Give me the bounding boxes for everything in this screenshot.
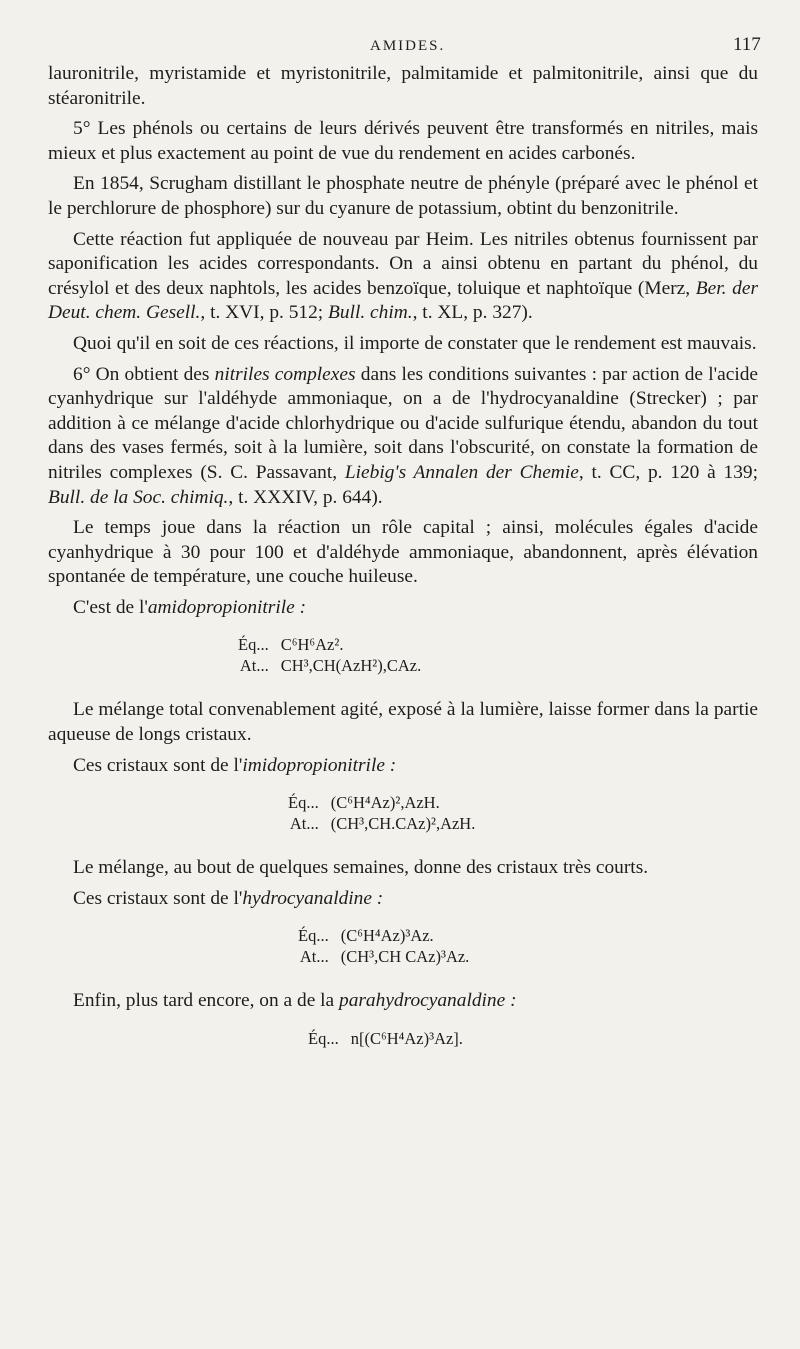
formula-label: Éq... xyxy=(298,926,329,946)
formula-atomic: (CH³,CH CAz)³Az. xyxy=(340,947,470,967)
paragraph: Quoi qu'il en soit de ces réactions, il importe de constater que le rendement est mauvais. xyxy=(73,332,757,354)
paragraph: Enfin, plus tard encore, on a de la parahydrocyanaldine : xyxy=(73,990,517,1012)
formula-label: At... xyxy=(289,814,319,834)
paragraph: Ces cristaux sont de l'imidopropionitrile : xyxy=(73,754,397,776)
paragraph: En 1854, Scrugham distillant le phosphate neutre de phényle (préparé avec le phénol et le perchlorure de phosphore) sur du cyanure de potassium, obtint du benzonitrile. xyxy=(48,173,758,219)
formula-hydrocyanaldine xyxy=(298,925,469,967)
page-header xyxy=(0,34,800,58)
paragraph: Cette réaction fut appliquée de nouveau par Heim. Les nitriles obtenus fournissent par saponification les acides correspondants. On a ainsi obtenu en partant du phénol, du crésylol et des deux naphtols, les acides benzoïque, toluique et naphtoïque (Merz, Ber. der Deut. chem. Gesell., t. XVI, p. 512; Bull. chim., t. XL, p. 327). xyxy=(48,228,758,324)
paragraph: lauronitrile, myristamide et myristonitrile, palmitamide et palmitonitrile, ainsi que du stéaronitrile. xyxy=(48,63,758,109)
paragraph: 6° On obtient des nitriles complexes dans les conditions suivantes : par action de l'acide cyanhydrique sur l'aldéhyde ammoniaque, on a de l'hydrocyanaldine (Strecker) ; par addition à ce mélange d'acide chlorhydrique ou d'acide sulfurique étendu, abandon du tout dans des vases fermés, soit à la lumière, soit dans l'obscurité, on constate la formation de nitriles complexes (S. C. Passavant, Liebig's Annalen der Chemie, t. CC, p. 120 à 139; Bull. de la Soc. chimiq., t. XXXIV, p. 644). xyxy=(48,363,759,508)
formula-label: At... xyxy=(239,656,269,676)
formula-label: At... xyxy=(299,947,329,967)
formula-parahydrocyanaldine xyxy=(308,1028,463,1049)
paragraph: Ces cristaux sont de l'hydrocyanaldine : xyxy=(73,887,384,909)
paragraph: Le mélange total convenablement agité, exposé à la lumière, laisse former dans la partie aqueuse de longs cristaux. xyxy=(48,699,758,746)
paragraph: 5° Les phénols ou certains de leurs dérivés peuvent être transformés en nitriles, mais mieux et plus exactement au point de vue du rendement en acides carbonés. xyxy=(48,118,758,164)
formula-equivalent: n[(C⁶H⁴Az)³Az]. xyxy=(350,1029,463,1049)
formula-label: Éq... xyxy=(238,635,269,655)
paragraph: Le temps joue dans la réaction un rôle capital ; ainsi, molécules égales d'acide cyanhydrique à 30 pour 100 et d'aldéhyde ammoniaque, abandonnent, après élévation spontanée de température, une couche huileuse. xyxy=(48,517,758,588)
formula-equivalent: (C⁶H⁴Az)²,AzH. xyxy=(330,793,440,813)
formula-atomic: (CH³,CH.CAz)²,AzH. xyxy=(330,814,476,834)
formula-label: Éq... xyxy=(308,1029,339,1049)
formula-amidopropionitrile xyxy=(238,634,421,676)
formula-label: Éq... xyxy=(288,793,319,813)
page-body xyxy=(48,62,758,1071)
formula-equivalent: C⁶H⁶Az². xyxy=(280,635,344,655)
running-title: AMIDES. xyxy=(370,38,446,54)
paragraph: C'est de l'amidopropionitrile : xyxy=(73,596,307,618)
formula-atomic: CH³,CH(AzH²),CAz. xyxy=(280,656,422,676)
formula-equivalent: (C⁶H⁴Az)³Az. xyxy=(340,926,434,946)
formula-imidopropionitrile xyxy=(288,792,475,834)
page-number: 117 xyxy=(733,34,761,55)
paragraph: Le mélange, au bout de quelques semaines, donne des cristaux très courts. xyxy=(73,857,649,879)
